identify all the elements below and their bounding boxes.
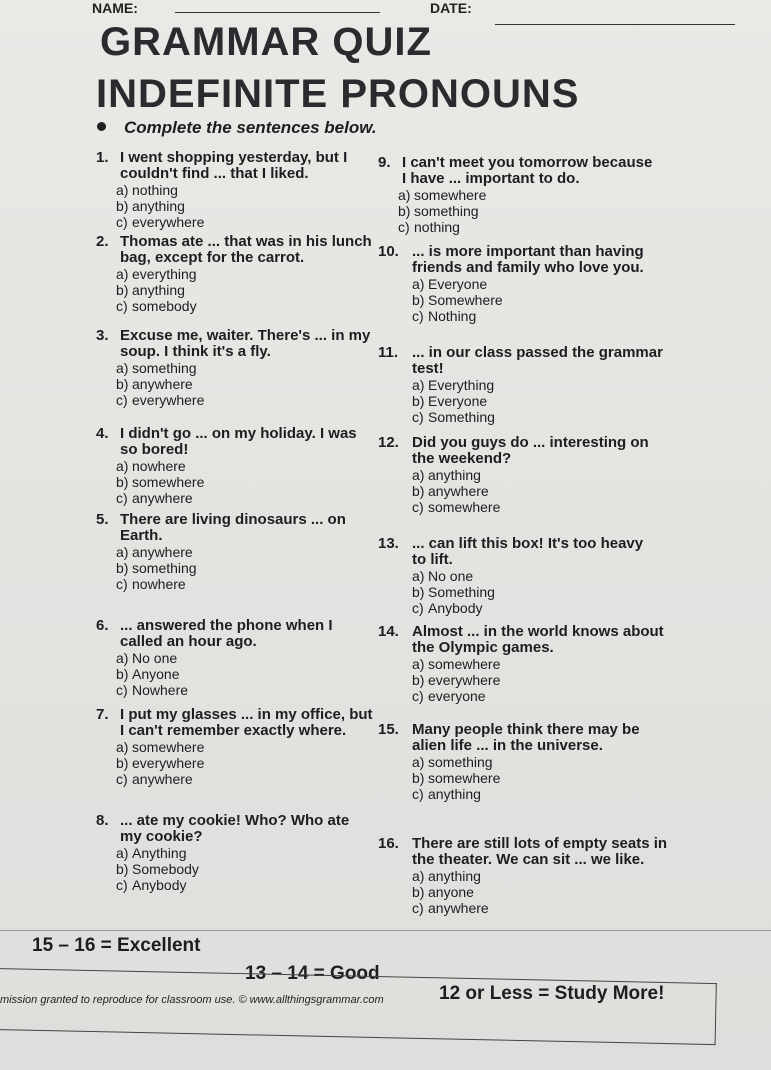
option-text: Anything <box>132 845 187 862</box>
option-letter: b) <box>116 474 129 491</box>
option-letter: a) <box>116 266 129 283</box>
question-stem <box>96 234 372 266</box>
question-item <box>378 435 649 515</box>
question-number: 15. <box>378 721 399 738</box>
option-letter: a) <box>398 187 411 204</box>
answer-option[interactable] <box>412 755 640 771</box>
answer-options <box>412 869 667 916</box>
footer-frame <box>0 968 717 1045</box>
option-text: somewhere <box>132 474 205 491</box>
option-letter: c) <box>116 575 128 592</box>
answer-options <box>116 267 372 314</box>
question-stem <box>378 624 664 656</box>
option-text: Anyone <box>132 666 180 683</box>
question-stem <box>378 155 652 187</box>
option-text: anyone <box>428 884 474 901</box>
question-stem <box>96 618 333 650</box>
score-study-more: 12 or Less = Study More! <box>439 983 665 1004</box>
question-number: 8. <box>96 812 109 829</box>
footer-copyright: mission granted to reproduce for classroom use. © www.allthingsgrammar.com <box>0 994 384 1006</box>
question-number: 7. <box>96 706 109 723</box>
question-item <box>96 234 372 314</box>
name-label: NAME: <box>92 0 138 16</box>
answer-options <box>116 183 347 230</box>
question-stem <box>96 150 347 182</box>
question-item <box>378 155 652 235</box>
answer-options <box>116 361 370 408</box>
option-letter: b) <box>116 282 129 299</box>
option-text: something <box>414 203 479 220</box>
answer-option[interactable] <box>412 585 643 601</box>
answer-option[interactable] <box>116 377 370 393</box>
score-excellent: 15 – 16 = Excellent <box>32 935 201 956</box>
option-text: No one <box>428 568 474 585</box>
option-text: anywhere <box>132 770 193 787</box>
option-letter: b) <box>398 203 411 220</box>
answer-option[interactable] <box>116 667 333 683</box>
answer-option[interactable] <box>412 309 644 325</box>
answer-option[interactable] <box>398 188 652 204</box>
answer-options <box>116 651 333 698</box>
answer-option[interactable] <box>116 361 370 377</box>
option-text: anything <box>132 198 185 215</box>
option-text: somewhere <box>428 770 501 787</box>
question-stem <box>378 722 640 754</box>
option-text: somebody <box>132 297 197 314</box>
option-text: somewhere <box>428 656 501 673</box>
option-letter: a) <box>116 544 129 561</box>
question-text: Did you guys do ... interesting on the weekend? <box>412 434 649 468</box>
question-stem <box>378 435 649 467</box>
option-text: anything <box>428 785 481 802</box>
question-stem <box>96 426 357 458</box>
bullet-icon <box>97 122 106 131</box>
option-letter: c) <box>116 213 128 230</box>
option-text: everywhere <box>132 391 205 408</box>
option-text: anywhere <box>132 544 193 561</box>
option-letter: b) <box>412 292 425 309</box>
question-text: I went shopping yesterday, but I couldn't find ... that I liked. <box>120 149 348 183</box>
option-text: Anybody <box>132 876 187 893</box>
option-letter: b) <box>116 198 129 215</box>
question-number: 2. <box>96 233 109 250</box>
answer-options <box>412 378 663 425</box>
option-text: everywhere <box>428 672 501 689</box>
score-good: 13 – 14 = Good <box>245 963 380 984</box>
question-number: 5. <box>96 511 109 528</box>
answer-option[interactable] <box>412 601 643 617</box>
option-letter: a) <box>116 845 129 862</box>
quiz-subtitle: INDEFINITE PRONOUNS <box>96 72 580 116</box>
question-text: ... in our class passed the grammar test! <box>412 344 663 378</box>
instructions: Complete the sentences below. <box>97 118 377 138</box>
option-text: everyone <box>428 687 486 704</box>
option-letter: c) <box>412 785 424 802</box>
answer-option[interactable] <box>116 740 373 756</box>
answer-option[interactable] <box>116 215 347 231</box>
answer-option[interactable] <box>412 484 649 500</box>
option-letter: c) <box>116 297 128 314</box>
question-text: I can't meet you tomorrow because I have ... important to do. <box>402 154 653 188</box>
answer-option[interactable] <box>412 869 667 885</box>
question-text: ... ate my cookie! Who? Who ate my cookie? <box>120 812 350 846</box>
question-stem <box>378 244 644 276</box>
option-text: nothing <box>414 218 460 235</box>
question-stem <box>96 512 346 544</box>
option-text: Nowhere <box>132 681 189 698</box>
option-text: anywhere <box>428 899 489 916</box>
option-text: nowhere <box>132 575 186 592</box>
option-letter: b) <box>116 861 129 878</box>
option-letter: b) <box>412 770 425 787</box>
answer-option[interactable] <box>116 283 372 299</box>
answer-options <box>116 846 349 893</box>
option-text: anywhere <box>132 376 193 393</box>
question-number: 14. <box>378 623 399 640</box>
option-letter: b) <box>412 483 425 500</box>
question-item <box>96 813 349 893</box>
option-letter: b) <box>116 560 129 577</box>
answer-option[interactable] <box>116 577 346 593</box>
question-stem <box>96 707 373 739</box>
question-item <box>378 624 664 704</box>
option-text: everything <box>132 266 197 283</box>
question-number: 1. <box>96 149 109 166</box>
answer-option[interactable] <box>412 500 649 516</box>
question-item <box>96 707 373 787</box>
answer-option[interactable] <box>116 756 373 772</box>
question-stem <box>378 345 663 377</box>
option-letter: c) <box>116 876 128 893</box>
option-text: somewhere <box>132 739 205 756</box>
answer-options <box>412 569 643 616</box>
answer-option[interactable] <box>116 846 349 862</box>
option-text: anything <box>428 868 481 885</box>
answer-option[interactable] <box>412 885 667 901</box>
option-letter: a) <box>412 568 425 585</box>
answer-options <box>116 545 346 592</box>
question-text: Excuse me, waiter. There's ... in my soup. I think it's a fly. <box>120 327 371 361</box>
answer-option[interactable] <box>116 183 347 199</box>
option-letter: a) <box>412 754 425 771</box>
answer-option[interactable] <box>116 862 349 878</box>
answer-option[interactable] <box>116 878 349 894</box>
answer-option[interactable] <box>116 475 357 491</box>
option-letter: a) <box>412 276 425 293</box>
option-letter: a) <box>116 360 129 377</box>
answer-option[interactable] <box>398 204 652 220</box>
answer-option[interactable] <box>116 772 373 788</box>
option-text: Somebody <box>132 861 199 878</box>
answer-option[interactable] <box>412 771 640 787</box>
option-text: Something <box>428 408 495 425</box>
answer-option[interactable] <box>412 787 640 803</box>
answer-options <box>412 277 644 324</box>
answer-option[interactable] <box>412 569 643 585</box>
answer-option[interactable] <box>412 394 663 410</box>
question-number: 9. <box>378 154 391 171</box>
answer-options <box>412 468 649 515</box>
answer-option[interactable] <box>412 673 664 689</box>
option-letter: a) <box>412 467 425 484</box>
question-text: ... answered the phone when I called an hour ago. <box>120 617 333 651</box>
option-letter: c) <box>116 681 128 698</box>
option-letter: c) <box>412 307 424 324</box>
answer-options <box>412 657 664 704</box>
option-letter: c) <box>412 899 424 916</box>
option-text: Nothing <box>428 307 477 324</box>
option-letter: a) <box>116 458 129 475</box>
option-text: nowhere <box>132 458 186 475</box>
option-text: everywhere <box>132 213 205 230</box>
option-text: something <box>428 754 493 771</box>
option-letter: b) <box>116 755 129 772</box>
option-letter: a) <box>116 182 129 199</box>
answer-option[interactable] <box>412 689 664 705</box>
question-stem <box>378 536 643 568</box>
option-letter: b) <box>412 393 425 410</box>
date-label: DATE: <box>430 0 472 16</box>
answer-option[interactable] <box>412 378 663 394</box>
question-item <box>378 836 667 916</box>
answer-option[interactable] <box>116 299 372 315</box>
option-text: Somewhere <box>428 292 503 309</box>
option-text: somewhere <box>428 498 501 515</box>
answer-option[interactable] <box>116 491 357 507</box>
option-letter: c) <box>116 391 128 408</box>
question-text: I put my glasses ... in my office, but I can't remember exactly where. <box>120 706 373 740</box>
option-letter: a) <box>116 650 129 667</box>
question-item <box>96 618 333 698</box>
option-text: Everything <box>428 377 495 394</box>
question-number: 11. <box>378 344 399 361</box>
answer-option[interactable] <box>116 651 333 667</box>
option-letter: c) <box>412 687 424 704</box>
question-text: ... can lift this box! It's too heavy to lift. <box>412 535 644 569</box>
option-letter: c) <box>412 408 424 425</box>
question-item <box>96 150 347 230</box>
question-item <box>96 328 370 408</box>
question-number: 6. <box>96 617 109 634</box>
question-item <box>378 722 640 802</box>
question-stem <box>96 813 349 845</box>
quiz-title: GRAMMAR QUIZ <box>100 20 432 64</box>
question-text: Thomas ate ... that was in his lunch bag, except for the carrot. <box>120 233 372 267</box>
question-number: 16. <box>378 835 399 852</box>
answer-option[interactable] <box>116 199 347 215</box>
option-letter: b) <box>412 884 425 901</box>
option-text: something <box>132 360 197 377</box>
question-number: 4. <box>96 425 109 442</box>
answer-option[interactable] <box>412 901 667 917</box>
option-letter: b) <box>412 584 425 601</box>
option-text: somewhere <box>414 187 487 204</box>
option-letter: a) <box>116 739 129 756</box>
question-number: 3. <box>96 327 109 344</box>
question-text: I didn't go ... on my holiday. I was so bored! <box>120 425 357 459</box>
question-number: 13. <box>378 535 399 552</box>
option-text: Everyone <box>428 276 488 293</box>
option-text: nothing <box>132 182 178 199</box>
answer-option[interactable] <box>116 459 357 475</box>
question-item <box>96 512 346 592</box>
option-letter: c) <box>398 218 410 235</box>
option-letter: c) <box>116 770 128 787</box>
answer-option[interactable] <box>116 561 346 577</box>
option-text: everywhere <box>132 755 205 772</box>
question-number: 10. <box>378 243 399 260</box>
option-letter: c) <box>412 498 424 515</box>
answer-option[interactable] <box>116 267 372 283</box>
question-text: Almost ... in the world knows about the Olympic games. <box>412 623 664 657</box>
answer-option[interactable] <box>412 410 663 426</box>
answer-option[interactable] <box>116 393 370 409</box>
question-text: Many people think there may be alien life ... in the universe. <box>412 721 640 755</box>
option-letter: b) <box>116 376 129 393</box>
option-text: No one <box>132 650 178 667</box>
option-text: anywhere <box>132 489 193 506</box>
option-letter: b) <box>116 666 129 683</box>
date-line <box>495 24 735 25</box>
answer-options <box>398 188 652 235</box>
option-text: anywhere <box>428 483 489 500</box>
answer-option[interactable] <box>412 657 664 673</box>
option-text: Something <box>428 584 495 601</box>
question-item <box>378 536 643 616</box>
option-text: anything <box>428 467 481 484</box>
option-letter: b) <box>412 672 425 689</box>
answer-option[interactable] <box>398 220 652 236</box>
question-item <box>378 345 663 425</box>
option-letter: a) <box>412 377 425 394</box>
name-line <box>175 12 380 13</box>
question-item <box>96 426 357 506</box>
divider <box>0 930 771 931</box>
option-text: anything <box>132 282 185 299</box>
question-stem <box>96 328 370 360</box>
question-text: There are living dinosaurs ... on Earth. <box>120 511 346 545</box>
answer-options <box>116 740 373 787</box>
option-letter: c) <box>412 599 424 616</box>
question-stem <box>378 836 667 868</box>
option-letter: a) <box>412 868 425 885</box>
answer-option[interactable] <box>116 683 333 699</box>
answer-options <box>116 459 357 506</box>
option-text: Everyone <box>428 393 488 410</box>
question-number: 12. <box>378 434 399 451</box>
option-letter: a) <box>412 656 425 673</box>
answer-option[interactable] <box>412 293 644 309</box>
answer-option[interactable] <box>412 468 649 484</box>
answer-option[interactable] <box>116 545 346 561</box>
option-text: something <box>132 560 197 577</box>
option-letter: c) <box>116 489 128 506</box>
option-text: Anybody <box>428 599 483 616</box>
answer-options <box>412 755 640 802</box>
question-text: There are still lots of empty seats in the theater. We can sit ... we like. <box>412 835 668 869</box>
answer-option[interactable] <box>412 277 644 293</box>
question-text: ... is more important than having friends and family who love you. <box>412 243 644 277</box>
question-item <box>378 244 644 324</box>
